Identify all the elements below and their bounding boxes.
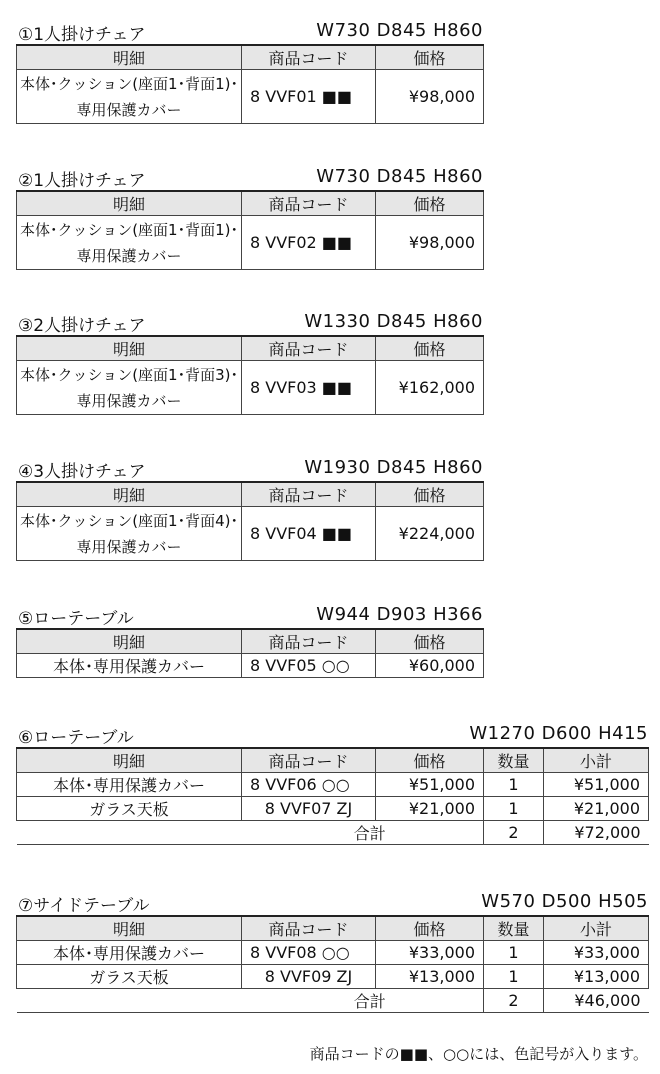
item-code: 8 VVF09 ZJ	[242, 965, 376, 989]
item-code: 8 VVF04 ■■	[242, 507, 376, 561]
table-header	[17, 482, 484, 507]
header-description: 明細	[17, 916, 242, 941]
price-table	[16, 335, 484, 415]
section-dimensions: W570 D500 H505	[481, 891, 648, 912]
header-description: 明細	[17, 336, 242, 361]
total-subtotal: ¥72,000	[544, 821, 649, 845]
total-label: 合計	[17, 989, 484, 1013]
header-price: 価格	[376, 916, 484, 941]
section-chair-2	[16, 162, 483, 270]
item-code: 8 VVF07 ZJ	[242, 797, 376, 821]
section-title: ②1人掛けチェア	[18, 171, 146, 191]
table-header	[17, 916, 649, 941]
header-code: 商品コード	[242, 629, 376, 654]
price-table	[16, 481, 484, 561]
item-subtotal: ¥51,000	[544, 773, 649, 797]
section-chair-1	[16, 16, 483, 124]
item-quantity: 1	[484, 941, 544, 965]
header-code: 商品コード	[242, 748, 376, 773]
table-header	[17, 336, 484, 361]
table-row	[17, 797, 649, 821]
price-table	[16, 44, 484, 124]
table-header	[17, 629, 484, 654]
item-code: 8 VVF05 ○○	[242, 654, 376, 678]
table-row	[17, 216, 484, 270]
header-code: 商品コード	[242, 916, 376, 941]
item-code: 8 VVF03 ■■	[242, 361, 376, 415]
item-code: 8 VVF01 ■■	[242, 70, 376, 124]
item-description: ガラス天板	[17, 797, 242, 821]
section-chair-3	[16, 307, 483, 415]
table-header	[17, 45, 484, 70]
item-description: ガラス天板	[17, 965, 242, 989]
item-price: ¥98,000	[376, 70, 484, 124]
table-row	[17, 773, 649, 797]
section-title: ③2人掛けチェア	[18, 316, 146, 336]
header-description: 明細	[17, 482, 242, 507]
table-row	[17, 941, 649, 965]
item-price: ¥98,000	[376, 216, 484, 270]
header-price: 価格	[376, 45, 484, 70]
section-title: ①1人掛けチェア	[18, 25, 146, 45]
table-row	[17, 965, 649, 989]
item-subtotal: ¥21,000	[544, 797, 649, 821]
total-label: 合計	[17, 821, 484, 845]
item-price: ¥60,000	[376, 654, 484, 678]
item-description: 本体･クッション(座面1･背面4)･ 専用保護カバー	[17, 507, 242, 561]
header-quantity: 数量	[484, 748, 544, 773]
item-quantity: 1	[484, 965, 544, 989]
section-title: ⑥ローテーブル	[18, 728, 134, 748]
item-price: ¥224,000	[376, 507, 484, 561]
item-subtotal: ¥13,000	[544, 965, 649, 989]
header-price: 価格	[376, 748, 484, 773]
table-row	[17, 70, 484, 124]
item-description: 本体･クッション(座面1･背面1)･ 専用保護カバー	[17, 216, 242, 270]
header-price: 価格	[376, 482, 484, 507]
total-quantity: 2	[484, 989, 544, 1013]
section-title: ④3人掛けチェア	[18, 462, 146, 482]
color-code-note: 商品コードの■■、○○には、色記号が入ります。	[309, 1045, 648, 1063]
section-dimensions: W1270 D600 H415	[469, 723, 648, 744]
item-quantity: 1	[484, 773, 544, 797]
table-header	[17, 191, 484, 216]
item-quantity: 1	[484, 797, 544, 821]
section-title: ⑤ローテーブル	[18, 609, 134, 629]
header-price: 価格	[376, 191, 484, 216]
section-dimensions: W730 D845 H860	[316, 20, 483, 41]
header-subtotal: 小計	[544, 916, 649, 941]
table-row	[17, 361, 484, 415]
header-description: 明細	[17, 748, 242, 773]
header-code: 商品コード	[242, 191, 376, 216]
item-description: 本体･専用保護カバー	[17, 941, 242, 965]
item-code: 8 VVF02 ■■	[242, 216, 376, 270]
total-row	[17, 821, 649, 845]
table-header	[17, 748, 649, 773]
header-description: 明細	[17, 629, 242, 654]
section-low-table-6	[16, 719, 648, 845]
price-table	[16, 628, 484, 678]
header-subtotal: 小計	[544, 748, 649, 773]
total-quantity: 2	[484, 821, 544, 845]
item-code: 8 VVF08 ○○	[242, 941, 376, 965]
item-description: 本体･クッション(座面1･背面1)･ 専用保護カバー	[17, 70, 242, 124]
section-dimensions: W730 D845 H860	[316, 166, 483, 187]
item-price: ¥33,000	[376, 941, 484, 965]
price-table	[16, 747, 649, 845]
table-row	[17, 654, 484, 678]
section-title: ⑦サイドテーブル	[18, 896, 150, 916]
total-subtotal: ¥46,000	[544, 989, 649, 1013]
header-description: 明細	[17, 191, 242, 216]
price-table	[16, 915, 649, 1013]
table-row	[17, 507, 484, 561]
item-code: 8 VVF06 ○○	[242, 773, 376, 797]
section-dimensions: W944 D903 H366	[316, 604, 483, 625]
header-quantity: 数量	[484, 916, 544, 941]
item-description: 本体･クッション(座面1･背面3)･ 専用保護カバー	[17, 361, 242, 415]
section-side-table-7	[16, 887, 648, 1013]
item-subtotal: ¥33,000	[544, 941, 649, 965]
item-description: 本体･専用保護カバー	[17, 654, 242, 678]
price-table	[16, 190, 484, 270]
item-price: ¥162,000	[376, 361, 484, 415]
item-price: ¥21,000	[376, 797, 484, 821]
header-description: 明細	[17, 45, 242, 70]
section-chair-4	[16, 453, 483, 561]
header-code: 商品コード	[242, 336, 376, 361]
section-dimensions: W1330 D845 H860	[304, 311, 483, 332]
item-price: ¥13,000	[376, 965, 484, 989]
section-low-table-5	[16, 600, 483, 678]
header-code: 商品コード	[242, 45, 376, 70]
header-price: 価格	[376, 336, 484, 361]
section-dimensions: W1930 D845 H860	[304, 457, 483, 478]
item-description: 本体･専用保護カバー	[17, 773, 242, 797]
total-row	[17, 989, 649, 1013]
item-price: ¥51,000	[376, 773, 484, 797]
header-price: 価格	[376, 629, 484, 654]
header-code: 商品コード	[242, 482, 376, 507]
